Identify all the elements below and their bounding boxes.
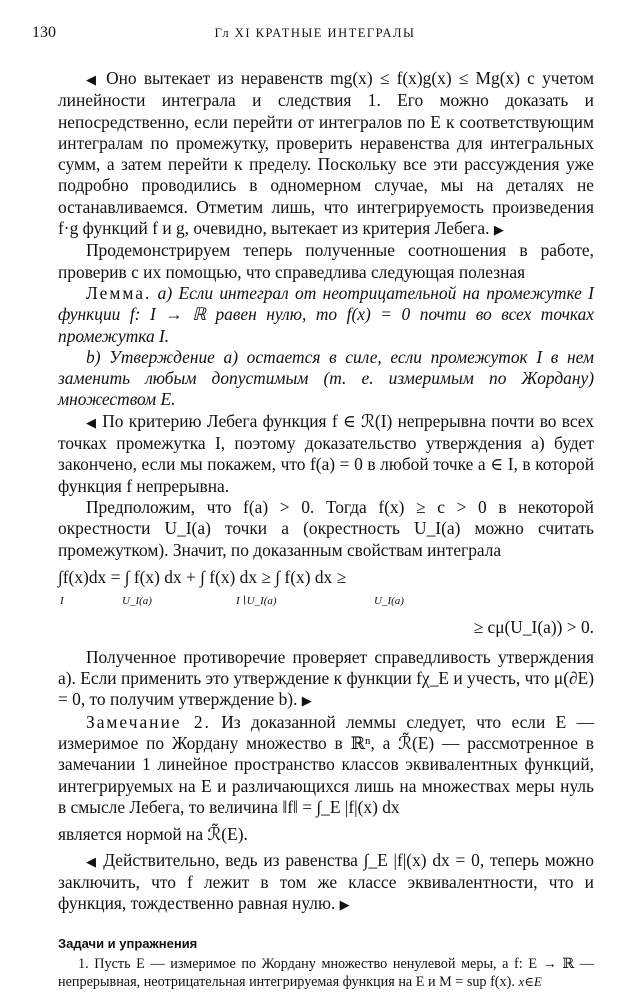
formula-subscript-u: U_I(a) — [122, 594, 152, 607]
display-formula — [58, 567, 594, 643]
problem-1 — [58, 955, 594, 991]
page-number: 130 — [32, 24, 56, 41]
formula-line-2: ≥ cμ(U_I(a)) > 0. — [473, 616, 594, 637]
proof-end-icon: ▶ — [339, 897, 350, 913]
formula-line-1: ∫f(x)dx = ∫ f(x) dx + ∫ f(x) dx ≥ ∫ f(x) dx ≥ — [58, 566, 347, 587]
formula-subscript-diff: I∖U_I(a) — [236, 594, 277, 607]
remark-conclusion: является нормой на ℛ̃(E). — [58, 824, 248, 845]
proof-end-icon: ▶ — [493, 222, 504, 238]
paragraph-intro: Продемонстрируем теперь полученные соотношения в работе, проверив с их помощью, что справедлива следующая полезная — [58, 240, 594, 282]
proof-start-icon: ◀ — [86, 853, 98, 869]
paragraph-suppose: Предположим, что f(a) > 0. Тогда f(x) ≥ c > 0 в некоторой окрестности U_I(a) точки a (окрестность U_I(a) можно считать промежутком). Значит, по доказанным свойствам интеграла — [58, 496, 594, 560]
section-title: Задачи и упражнения — [58, 936, 198, 952]
paragraph-text: По критерию Лебега функция f ∈ ℛ(I) непрерывна почти во всех точках промежутка I, поэтому доказательство утверждения a) будет закончено, если мы покажем, что f(a) = 0 в любой точке a ∈ I, в которой функция f непрерывна. — [58, 410, 594, 496]
remark-text: Из доказанной леммы следует, что если E — измеримое по Жордану множество в ℝⁿ, а ℛ̃(E) — рассмотренное в замечании 1 линейное пространство классов эквивалентных функций, интегрируемых на E и различающихся лишь на множествах меры нуль в смысле Лебега, то величина ‖f‖ = ∫_E |f|(x) dx — [58, 711, 594, 817]
paragraph-proof-1 — [58, 68, 594, 240]
problem-text: 1. Пусть E — измеримое по Жордану множество ненулевой меры, a f: E → ℝ — непрерывная, неотрицательная интегрируемая функция на E и M = sup f(x). — [58, 955, 594, 990]
lemma-b: b) Утверждение a) остается в силе, если промежуток I в нем заменить любым допустимым (т. е. измеримым по Жордану) множеством E. — [58, 346, 594, 410]
paragraph-text: Полученное противоречие проверяет справедливость утверждения a). Если применить это утверждение к функции fχ_E и учесть, что μ(∂E) = 0, то получим утверждение b). — [58, 646, 594, 710]
paragraph-proof-2 — [58, 411, 594, 497]
proof-end-icon: ▶ — [301, 693, 312, 709]
paragraph-proof-3 — [58, 850, 594, 916]
lemma-a-text: a) Если интеграл от неотрицательной на промежутке I функции f: I → ℝ равен нулю, то f(x) = 0 почти во всех точках промежутка I. — [58, 282, 594, 346]
lemma-label: Лемма. — [86, 282, 152, 303]
running-head: Гл XI КРАТНЫЕ ИНТЕГРАЛЫ — [214, 26, 416, 40]
page-header — [32, 24, 598, 48]
lemma-a — [58, 283, 594, 347]
proof-start-icon: ◀ — [86, 414, 97, 430]
paragraph-text: Действительно, ведь из равенства ∫_E |f|(x) dx = 0, теперь можно заключить, что f лежит в том же классе эквивалентности, что и функция, тождественно равная нулю. — [58, 849, 594, 914]
paragraph-contradiction — [58, 647, 594, 712]
proof-start-icon: ◀ — [86, 72, 99, 87]
page-body — [58, 68, 594, 991]
formula-subscript-u2: U_I(a) — [374, 594, 404, 607]
formula-subscript-i: I — [60, 594, 64, 607]
remark-label: Замечание 2. — [86, 711, 211, 732]
paragraph-text: Оно вытекает из неравенств mg(x) ≤ f(x)g(x) ≤ Mg(x) с учетом линейности интеграла и следствия 1. Его можно доказать и непосредственно, если перейти от интегралов по E к соответствующим интегралам по промежутку, проверить неравенства для интегральных сумм, а затем перейти к пределу. Поскольку все эти рассуждения уже подробно проводились в одномерном случае, мы на деталях не останавливаемся. Отметим лишь, что интегрируемость произведения f·g функций f и g, очевидно, вытекает из критерия Лебега. — [58, 68, 594, 239]
problem-subscript: x∈E — [518, 973, 542, 989]
remark-2 — [58, 712, 594, 818]
